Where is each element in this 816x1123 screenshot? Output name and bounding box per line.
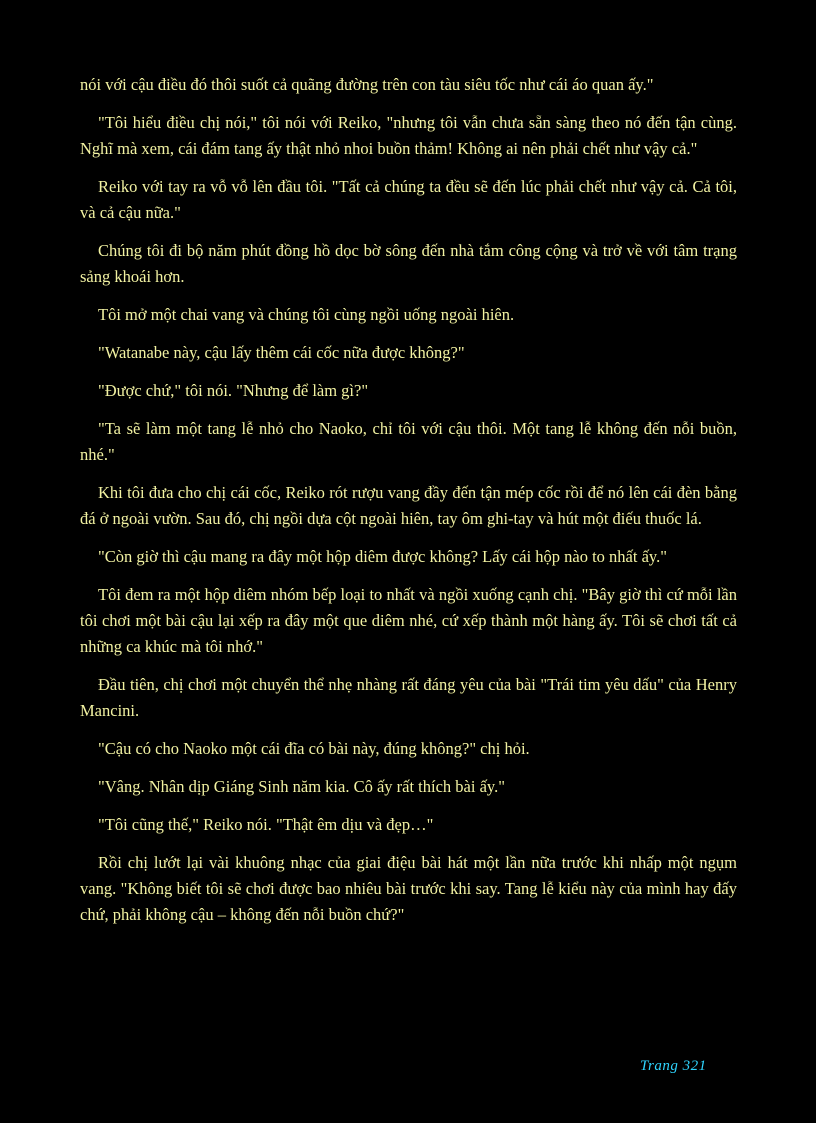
paragraph-10: "Còn giờ thì cậu mang ra đây một hộp diêm được không? Lấy cái hộp nào to nhất ấy."	[98, 547, 667, 566]
paragraph-13: "Cậu có cho Naoko một cái đĩa có bài này, đúng không?" chị hỏi.	[98, 739, 530, 758]
paragraph-16: Rồi chị lướt lại vài khuông nhạc của giai điệu bài hát một lần nữa trước khi nhấp một ngụm vang. "Không biết tôi sẽ chơi được bao nhiêu bài trước khi say. Tang lễ kiểu này của mình hay đấy chứ, phải không cậu – không đến nỗi buồn chứ?"	[80, 853, 737, 924]
paragraph-1: nói với cậu điều đó thôi suốt cả quãng đường trên con tàu siêu tốc như cái áo quan ấy."	[80, 75, 654, 94]
paragraph-3: Reiko với tay ra vỗ vỗ lên đầu tôi. "Tất cả chúng ta đều sẽ đến lúc phải chết như vậy cả. Cả tôi, và cả cậu nữa."	[80, 177, 737, 222]
paragraph-8: "Ta sẽ làm một tang lễ nhỏ cho Naoko, chỉ tôi với cậu thôi. Một tang lễ không đến nỗi buồn, nhé."	[80, 419, 737, 464]
paragraph-15: "Tôi cũng thế," Reiko nói. "Thật êm dịu và đẹp…"	[98, 815, 434, 834]
paragraph-5: Tôi mở một chai vang và chúng tôi cùng ngồi uống ngoài hiên.	[98, 305, 515, 324]
paragraph-4: Chúng tôi đi bộ năm phút đồng hồ dọc bờ sông đến nhà tắm công cộng và trở về với tâm trạng sảng khoái hơn.	[80, 241, 737, 286]
paragraph-12: Đầu tiên, chị chơi một chuyển thể nhẹ nhàng rất đáng yêu của bài "Trái tim yêu dấu" của Henry Mancini.	[80, 675, 737, 720]
paragraph-14: "Vâng. Nhân dịp Giáng Sinh năm kia. Cô ấy rất thích bài ấy."	[98, 777, 505, 796]
paragraph-7: "Được chứ," tôi nói. "Nhưng để làm gì?"	[98, 381, 369, 400]
paragraph-11: Tôi đem ra một hộp diêm nhóm bếp loại to nhất và ngồi xuống cạnh chị. "Bây giờ thì cứ mỗi lần tôi chơi một bài cậu lại xếp ra đây một que diêm nhé, cứ xếp thành một hàng ấy. Tôi sẽ chơi tất cả những ca khúc mà tôi nhớ."	[80, 585, 737, 656]
page-number: Trang 321	[640, 1058, 707, 1074]
paragraph-6: "Watanabe này, cậu lấy thêm cái cốc nữa được không?"	[98, 343, 465, 362]
page-body-text	[80, 72, 737, 940]
paragraph-9: Khi tôi đưa cho chị cái cốc, Reiko rót rượu vang đầy đến tận mép cốc rồi để nó lên cái đèn bằng đá ở ngoài vườn. Sau đó, chị ngồi dựa cột ngoài hiên, tay ôm ghi-tay và hút một điếu thuốc lá.	[80, 483, 737, 528]
paragraph-2: "Tôi hiểu điều chị nói," tôi nói với Reiko, "nhưng tôi vẫn chưa sẵn sàng theo nó đến tận cùng. Nghĩ mà xem, cái đám tang ấy thật nhỏ nhoi buồn thảm! Không ai nên phải chết như vậy cả."	[80, 113, 737, 158]
